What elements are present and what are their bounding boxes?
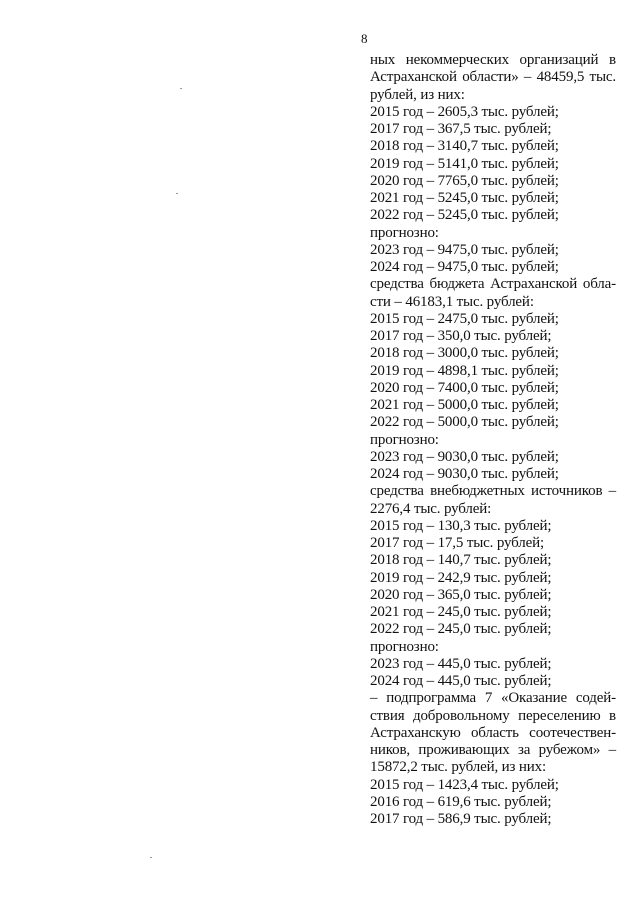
text-line: 2015 год – 2475,0 тыс. рублей;	[370, 310, 559, 327]
text-line: 2024 год – 9030,0 тыс. рублей;	[370, 466, 559, 482]
text-line: 2023 год – 445,0 тыс. рублей;	[370, 655, 552, 672]
scan-artifact	[150, 857, 152, 858]
text-line: ников, проживающих за рубежом» –	[370, 742, 616, 758]
text-line: ствия добровольному переселению в	[370, 707, 616, 724]
text-line: прогнозно:	[370, 431, 439, 448]
text-line: Астраханской области» – 48459,5 тыс.	[370, 69, 616, 86]
text-line: 2021 год – 5000,0 тыс. рублей;	[370, 397, 559, 413]
text-line: ных некоммерческих организаций в	[370, 52, 616, 68]
text-line: 2024 год – 9475,0 тыс. рублей;	[370, 259, 559, 275]
scan-artifact	[180, 88, 182, 89]
text-line: 2276,4 тыс. рублей:	[370, 500, 492, 517]
text-line: прогнозно:	[370, 638, 439, 655]
text-line: 2017 год – 17,5 тыс. рублей;	[370, 535, 545, 551]
text-line: прогнозно:	[370, 224, 439, 241]
text-line: 2018 год – 3140,7 тыс. рублей;	[370, 138, 559, 155]
text-line: 2024 год – 445,0 тыс. рублей;	[370, 673, 552, 689]
text-line: 2019 год – 5141,0 тыс. рублей;	[370, 155, 559, 172]
text-line: 2017 год – 350,0 тыс. рублей;	[370, 328, 552, 344]
text-line: 2022 год – 5245,0 тыс. рублей;	[370, 207, 559, 224]
text-line: 2021 год – 5245,0 тыс. рублей;	[370, 190, 559, 206]
text-line: сти – 46183,1 тыс. рублей:	[370, 293, 534, 310]
text-line: 2021 год – 245,0 тыс. рублей;	[370, 604, 552, 620]
text-line: 2015 год – 1423,4 тыс. рублей;	[370, 776, 559, 793]
text-line: Астраханскую область соотечествен-	[370, 724, 616, 741]
text-line: 2019 год – 242,9 тыс. рублей;	[370, 569, 552, 586]
text-line: 2018 год – 3000,0 тыс. рублей;	[370, 345, 559, 362]
text-line: 2017 год – 367,5 тыс. рублей;	[370, 121, 552, 137]
page-number: 8	[361, 31, 368, 46]
text-line: 2023 год – 9030,0 тыс. рублей;	[370, 448, 559, 465]
text-line: 2015 год – 130,3 тыс. рублей;	[370, 517, 552, 534]
text-line: – подпрограмма 7 «Оказание содей-	[370, 690, 616, 707]
text-line: 2022 год – 245,0 тыс. рублей;	[370, 621, 552, 638]
text-line: 2020 год – 7765,0 тыс. рублей;	[370, 172, 559, 189]
text-line: 2023 год – 9475,0 тыс. рублей;	[370, 241, 559, 258]
text-line: 2022 год – 5000,0 тыс. рублей;	[370, 414, 559, 431]
text-line: 2017 год – 586,9 тыс. рублей;	[370, 811, 552, 827]
text-line: 2019 год – 4898,1 тыс. рублей;	[370, 362, 559, 379]
text-line: 2015 год – 2605,3 тыс. рублей;	[370, 103, 559, 120]
body-text-column	[370, 52, 616, 828]
text-line: средства бюджета Астраханской обла-	[370, 276, 616, 293]
text-line: 2020 год – 365,0 тыс. рублей;	[370, 586, 552, 603]
text-line: 2020 год – 7400,0 тыс. рублей;	[370, 379, 559, 396]
text-line: 15872,2 тыс. рублей, из них:	[370, 759, 547, 776]
scan-artifact	[176, 193, 178, 194]
text-line: 2018 год – 140,7 тыс. рублей;	[370, 552, 552, 569]
text-line: средства внебюджетных источников –	[370, 483, 616, 500]
text-line: 2016 год – 619,6 тыс. рублей;	[370, 793, 552, 810]
text-line: рублей, из них:	[370, 86, 465, 103]
